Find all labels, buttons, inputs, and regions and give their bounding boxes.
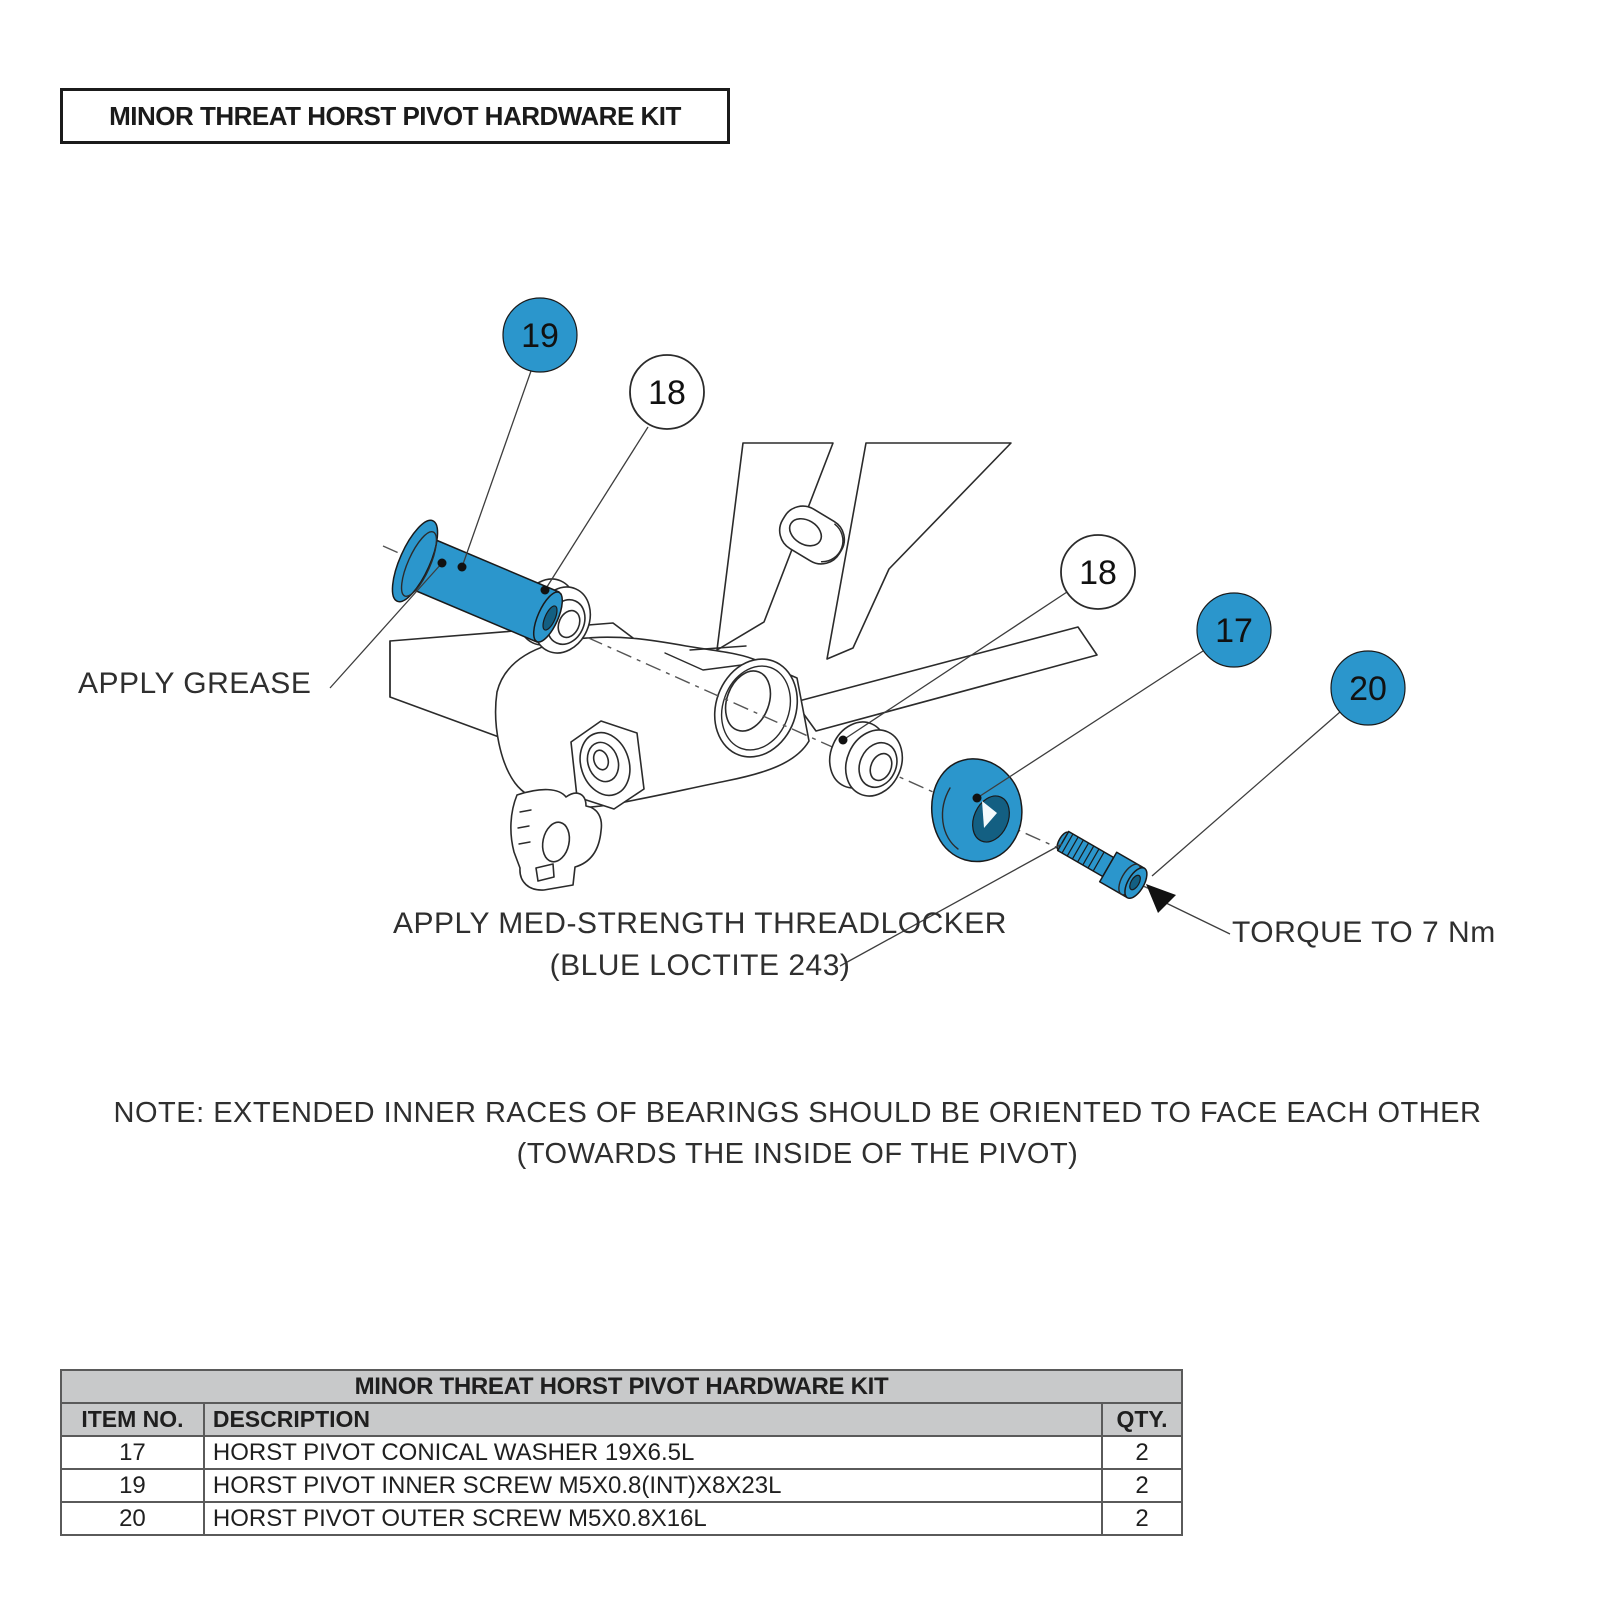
balloon-18-left — [630, 355, 704, 429]
cell-qty: 2 — [1102, 1502, 1182, 1535]
parts-table-header-row — [61, 1403, 1182, 1436]
threadlocker-label-line2: (BLUE LOCTITE 243) — [549, 949, 851, 982]
cell-item-no: 17 — [61, 1436, 204, 1469]
leader-dot — [541, 586, 550, 595]
column-header-description: DESCRIPTION — [204, 1403, 1102, 1436]
inner-screw-part — [383, 515, 568, 646]
cell-item-no: 20 — [61, 1502, 204, 1535]
balloon-17-label: 17 — [1215, 612, 1253, 650]
cell-description: HORST PIVOT CONICAL WASHER 19X6.5L — [204, 1436, 1102, 1469]
balloon-18-left-label: 18 — [648, 374, 686, 412]
parts-table-title: MINOR THREAT HORST PIVOT HARDWARE KIT — [61, 1370, 1182, 1403]
bearing-orientation-note — [45, 1093, 1550, 1175]
column-header-qty: QTY. — [1102, 1403, 1182, 1436]
leader-dot — [458, 563, 467, 572]
table-row — [61, 1436, 1182, 1469]
cell-description: HORST PIVOT OUTER SCREW M5X0.8X16L — [204, 1502, 1102, 1535]
balloon-20 — [1331, 651, 1405, 725]
leader-balloon-18-left — [545, 427, 648, 590]
threadlocker-label-line1: APPLY MED-STRENGTH THREADLOCKER — [393, 907, 1007, 940]
balloon-20-label: 20 — [1349, 670, 1387, 708]
table-row — [61, 1469, 1182, 1502]
frame-tube-right — [827, 443, 1011, 659]
apply-grease-label: APPLY GREASE — [78, 667, 312, 700]
balloon-19 — [503, 298, 577, 372]
leader-balloon-20 — [1152, 712, 1340, 876]
outer-screw-part — [1051, 824, 1151, 901]
cell-qty: 2 — [1102, 1469, 1182, 1502]
threadlocker-label — [390, 903, 1010, 987]
page-title: MINOR THREAT HORST PIVOT HARDWARE KIT — [60, 88, 730, 144]
balloon-18-right — [1061, 535, 1135, 609]
torque-arrowhead — [1146, 884, 1176, 913]
table-row — [61, 1502, 1182, 1535]
balloon-18-right-label: 18 — [1079, 554, 1117, 592]
conical-washer-part — [932, 759, 1022, 862]
note-line2: (TOWARDS THE INSIDE OF THE PIVOT) — [516, 1138, 1079, 1170]
leader-dot — [839, 736, 848, 745]
balloon-19-label: 19 — [521, 317, 559, 355]
leader-torque — [1164, 902, 1230, 934]
note-line1: NOTE: EXTENDED INNER RACES OF BEARINGS SHOULD BE ORIENTED TO FACE EACH OTHER — [113, 1097, 1482, 1129]
cell-description: HORST PIVOT INNER SCREW M5X0.8(INT)X8X23L — [204, 1469, 1102, 1502]
cell-item-no: 19 — [61, 1469, 204, 1502]
torque-label: TORQUE TO 7 Nm — [1232, 916, 1496, 949]
column-header-item-no: ITEM NO. — [61, 1403, 204, 1436]
leader-dot — [438, 559, 447, 568]
parts-table-title-row — [61, 1370, 1182, 1403]
leader-balloon-19 — [462, 371, 531, 567]
cell-qty: 2 — [1102, 1436, 1182, 1469]
parts-table — [60, 1369, 1183, 1536]
leader-dot — [973, 794, 982, 803]
balloon-17 — [1197, 593, 1271, 667]
